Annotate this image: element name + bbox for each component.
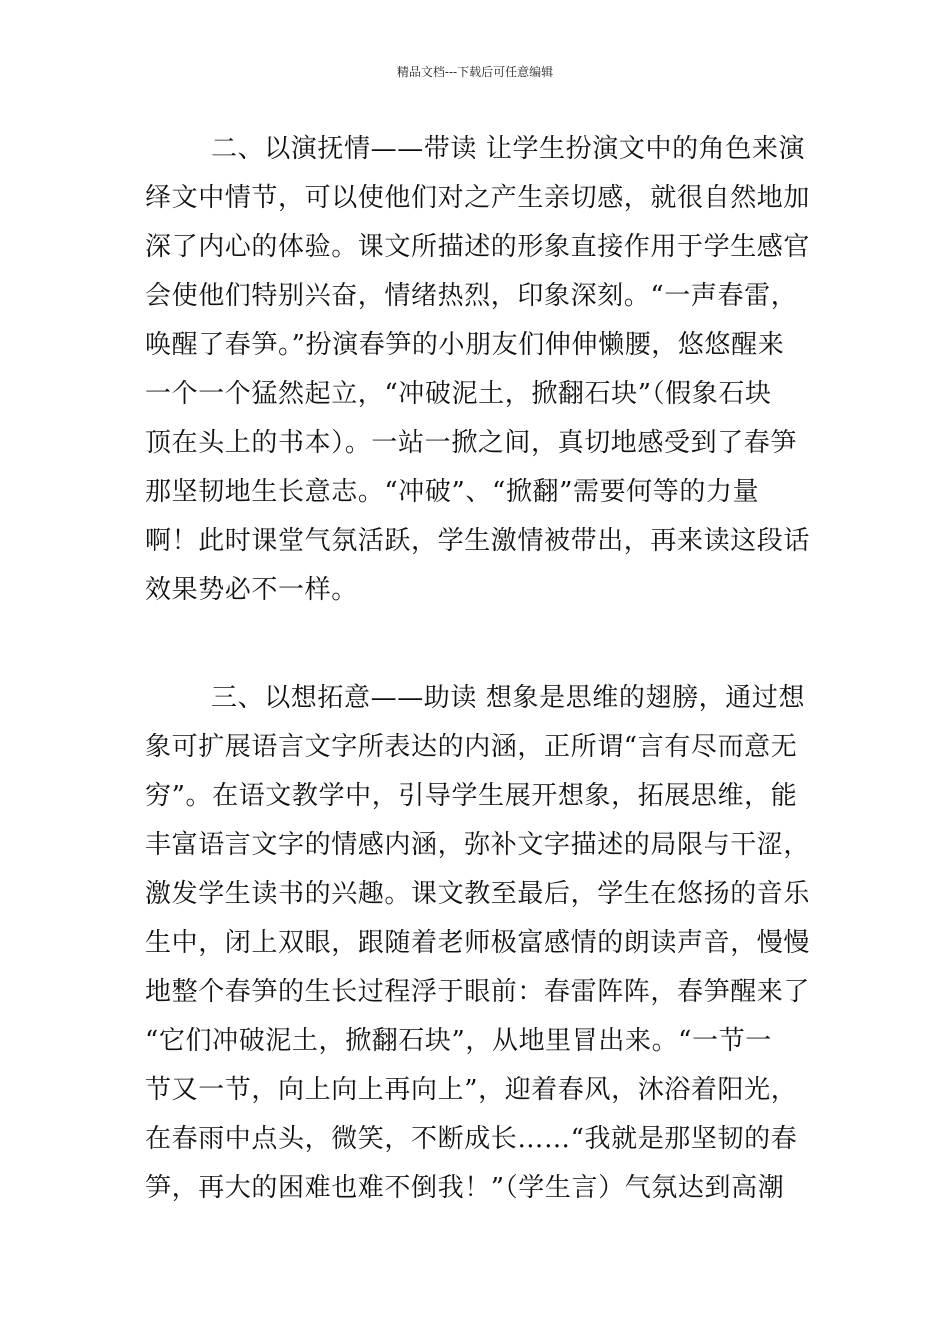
paragraph-line: 在春雨中点头，微笑，不断成长……“我就是那坚韧的春	[145, 1124, 798, 1154]
paragraph-line: 唤醒了春笋。”扮演春笋的小朋友们伸伸懒腰，悠悠醒来	[145, 330, 785, 360]
paragraph-line: 三、以想拓意——助读 想象是思维的翅膀，通过想	[211, 683, 806, 713]
paragraph-line: 那坚韧地生长意志。“冲破”、“掀翻”需要何等的力量	[145, 477, 760, 507]
paragraph-line: 顶在头上的书本）。一站一掀之间，真切地感受到了春笋	[145, 428, 798, 458]
page-header: 精品文档---下载后可任意编辑	[396, 65, 554, 79]
paragraph-line: 一个一个猛然起立，“冲破泥土，掀翻石块”（假象石块	[145, 379, 772, 409]
paragraph-role-play	[145, 125, 815, 615]
paragraph-imagination	[145, 674, 815, 1213]
paragraph-line: 效果势必不一样。	[145, 575, 358, 605]
paragraph-line: 象可扩展语言文字所表达的内涵，正所谓“言有尽而意无	[145, 732, 798, 762]
paragraph-line: 丰富语言文字的情感内涵，弥补文字描述的局限与干涩，	[145, 830, 811, 860]
paragraph-line: 深了内心的体验。课文所描述的形象直接作用于学生感官	[145, 232, 811, 262]
paragraph-line: 绎文中情节，可以使他们对之产生亲切感，就很自然地加	[145, 183, 811, 213]
paragraph-line: 二、以演抚情——带读 让学生扮演文中的角色来演	[211, 134, 806, 164]
paragraph-line: 会使他们特别兴奋，情绪热烈，印象深刻。“一声春雷，	[145, 281, 798, 311]
paragraph-line: 生中，闭上双眼，跟随着老师极富感情的朗读声音，慢慢	[145, 928, 811, 958]
paragraph-line: 笋，再大的困难也难不倒我！”（学生言）气氛达到高潮	[145, 1173, 785, 1203]
paragraph-line: 啊！此时课堂气氛活跃，学生激情被带出，再来读这段话	[145, 526, 811, 556]
paragraph-line: 激发学生读书的兴趣。课文教至最后，学生在悠扬的音乐	[145, 879, 811, 909]
paragraph-line: “它们冲破泥土，掀翻石块”，从地里冒出来。“一节一	[145, 1026, 772, 1056]
paragraph-line: 节又一节，向上向上再向上”，迎着春风，沐浴着阳光，	[145, 1075, 798, 1105]
paragraph-line: 穷”。在语文教学中，引导学生展开想象，拓展思维，能	[145, 781, 798, 811]
paragraph-line: 地整个春笋的生长过程浮于眼前：春雷阵阵，春笋醒来了	[145, 977, 811, 1007]
